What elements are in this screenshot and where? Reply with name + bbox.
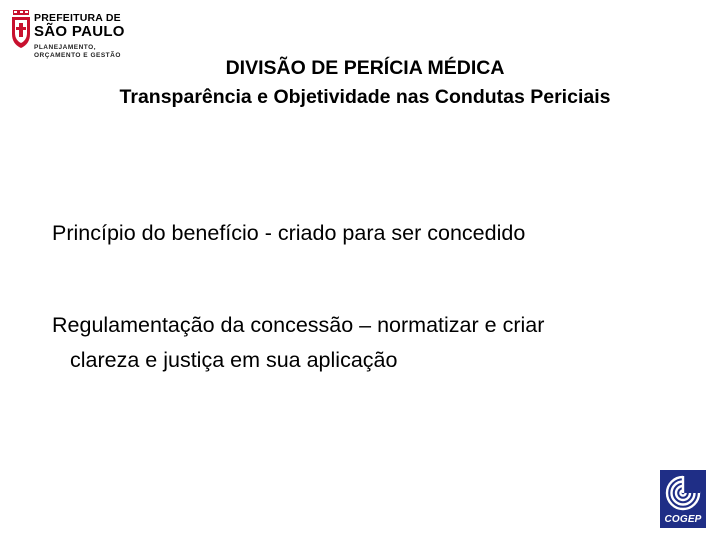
slide-title-line1: DIVISÃO DE PERÍCIA MÉDICA [225, 57, 505, 79]
logo-line-prefeitura: PREFEITURA DE [34, 12, 121, 24]
prefeitura-logo [10, 8, 125, 60]
spiral-icon [663, 473, 703, 513]
logo-line-sao-paulo: SÃO PAULO [34, 23, 125, 40]
paragraph-principio: Princípio do benefício - criado para ser concedido [52, 221, 526, 245]
cogep-label: COGEP [664, 514, 702, 525]
paragraph-regulamentacao-continued: clareza e justiça em sua aplicação [70, 348, 398, 372]
paragraph-regulamentacao: Regulamentação da concessão – normatizar e criar [52, 313, 545, 337]
logo-line-planejamento: PLANEJAMENTO, [34, 44, 96, 51]
slide-title-line2: Transparência e Objetividade nas Condutas Periciais [119, 86, 611, 108]
logo-line-orcamento: ORÇAMENTO E GESTÃO [34, 52, 121, 59]
slide-title [0, 54, 720, 112]
sao-paulo-coat-of-arms-icon [10, 10, 32, 50]
cogep-logo [660, 470, 706, 528]
